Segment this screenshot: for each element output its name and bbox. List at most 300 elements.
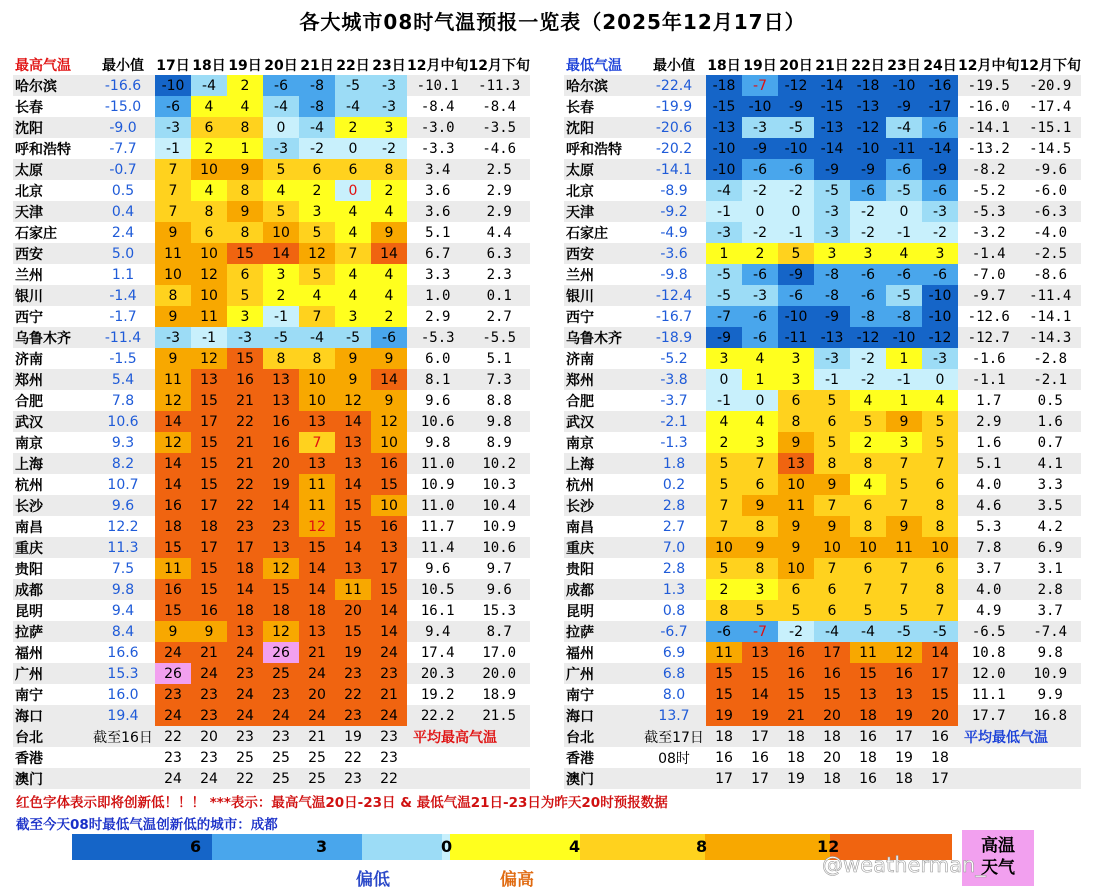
- record-min-value: 0.8: [642, 600, 706, 621]
- temp-cell: -2: [778, 621, 814, 642]
- temp-cell: 15: [227, 348, 263, 369]
- temp-cell: -4: [706, 180, 742, 201]
- mid-month-avg: 5.3: [958, 516, 1019, 537]
- temp-cell: 21: [371, 684, 407, 705]
- record-min-value: -3.8: [642, 369, 706, 390]
- late-month-avg: 8.9: [468, 432, 529, 453]
- temp-cell: -10: [706, 159, 742, 180]
- mid-month-avg: -1.6: [958, 348, 1019, 369]
- temp-cell: 3: [706, 348, 742, 369]
- city-name: 银川: [564, 285, 642, 306]
- temp-cell: -6: [742, 327, 778, 348]
- mid-month-avg: 7.8: [958, 537, 1019, 558]
- table-row: [13, 264, 530, 285]
- temp-cell: 8: [778, 411, 814, 432]
- city-name: 南昌: [13, 516, 91, 537]
- mid-month-avg: -8.2: [958, 159, 1019, 180]
- temp-cell: 14: [371, 600, 407, 621]
- city-name: 福州: [564, 642, 642, 663]
- temp-cell: 8: [227, 222, 263, 243]
- temp-cell: 19: [742, 705, 778, 726]
- temp-cell: 16: [263, 432, 299, 453]
- city-name: 郑州: [13, 369, 91, 390]
- temp-cell: -5: [335, 327, 371, 348]
- temp-cell: 11: [335, 579, 371, 600]
- temp-cell: 1: [227, 138, 263, 159]
- temp-cell: 12: [299, 243, 335, 264]
- temp-cell: 3: [335, 306, 371, 327]
- temp-cell: 13: [335, 453, 371, 474]
- temp-cell: -1: [886, 222, 922, 243]
- temp-cell: -3: [814, 222, 850, 243]
- city-name: 台北: [13, 726, 91, 747]
- table-row: [564, 579, 1081, 600]
- temp-cell: 0: [778, 201, 814, 222]
- late-month-avg: -9.6: [1019, 159, 1080, 180]
- record-min-value: 9.8: [91, 579, 155, 600]
- temp-cell: 15: [191, 474, 227, 495]
- temp-cell: 14: [263, 243, 299, 264]
- legend-seg-cold-0: [362, 834, 442, 860]
- temp-cell-plain: 18: [814, 768, 850, 789]
- temp-cell: 13: [850, 684, 886, 705]
- table-row: [13, 600, 530, 621]
- temp-cell: -9: [922, 159, 958, 180]
- mid-month-avg: 3.6: [407, 201, 468, 222]
- table-row: [564, 663, 1081, 684]
- temp-cell: -1: [706, 201, 742, 222]
- temp-cell: -1: [263, 306, 299, 327]
- temp-cell: 3: [371, 117, 407, 138]
- mid-month-avg: 1.0: [407, 285, 468, 306]
- temp-cell: -8: [299, 75, 335, 96]
- temp-cell: 4: [850, 474, 886, 495]
- record-min-value: 9.3: [91, 432, 155, 453]
- temp-cell: 10: [371, 432, 407, 453]
- mid-month-avg: -10.1: [407, 75, 468, 96]
- temp-cell: 6: [922, 558, 958, 579]
- temp-cell: -1: [155, 138, 191, 159]
- mid-month-avg: -3.0: [407, 117, 468, 138]
- temp-cell: 11: [155, 369, 191, 390]
- temp-cell: -1: [706, 390, 742, 411]
- temp-cell: 1: [886, 348, 922, 369]
- temp-cell: 12: [299, 516, 335, 537]
- record-min-value: -4.9: [642, 222, 706, 243]
- table-row: [564, 684, 1081, 705]
- temp-cell: -6: [886, 159, 922, 180]
- record-min-value: -8.9: [642, 180, 706, 201]
- record-min-value: -1.4: [91, 285, 155, 306]
- temp-cell: -6: [706, 621, 742, 642]
- record-min-value: -22.4: [642, 75, 706, 96]
- temp-cell: 15: [227, 243, 263, 264]
- record-min-value: 2.4: [91, 222, 155, 243]
- temp-cell: 15: [191, 579, 227, 600]
- record-min-value: 2.8: [642, 495, 706, 516]
- temp-cell: 14: [299, 579, 335, 600]
- red-font-note: 红色字体表示即将创新低！！！ ***表示：最高气温20日-23日 & 最低气温21日-23日为昨天20时预报数据: [16, 795, 668, 811]
- temp-cell: -10: [706, 138, 742, 159]
- temp-cell-plain: 18: [706, 726, 742, 747]
- temp-cell: -12: [850, 117, 886, 138]
- temp-cell: 15: [850, 663, 886, 684]
- temp-cell: 3: [263, 264, 299, 285]
- mid-month-avg: 19.2: [407, 684, 468, 705]
- temp-cell: 8: [155, 285, 191, 306]
- temp-cell: -2: [850, 369, 886, 390]
- late-month-avg: -11.4: [1019, 285, 1080, 306]
- city-name: 杭州: [13, 474, 91, 495]
- temp-cell: -6: [850, 285, 886, 306]
- temp-cell: 7: [922, 600, 958, 621]
- table-row: [13, 621, 530, 642]
- record-min-value: 9.6: [91, 495, 155, 516]
- temp-cell: 3: [742, 579, 778, 600]
- temp-cell: -5: [814, 180, 850, 201]
- temp-cell: 12: [335, 390, 371, 411]
- temp-cell: -17: [922, 96, 958, 117]
- legend-seg-warm-4: [580, 834, 708, 860]
- late-month-avg: 10.3: [468, 474, 529, 495]
- temp-cell: 9: [227, 159, 263, 180]
- late-month-avg: 17.0: [468, 642, 529, 663]
- legend-hot-label-1: 高温: [981, 836, 1015, 856]
- city-name: 石家庄: [564, 222, 642, 243]
- temp-cell: 13: [263, 537, 299, 558]
- temp-cell: 2: [263, 285, 299, 306]
- temp-cell: 15: [299, 537, 335, 558]
- temp-cell: 13: [371, 537, 407, 558]
- temp-cell: 26: [263, 642, 299, 663]
- late-month-avg: 2.8: [1019, 579, 1080, 600]
- column-header: 24日: [923, 57, 957, 74]
- temp-cell: 5: [706, 474, 742, 495]
- extra-row: [564, 768, 1081, 789]
- table-row: [564, 411, 1081, 432]
- record-min-value: 10.6: [91, 411, 155, 432]
- city-name: 香港: [564, 747, 642, 768]
- temp-cell: 24: [299, 663, 335, 684]
- mid-month-avg: -16.0: [958, 96, 1019, 117]
- temp-cell: 2: [371, 180, 407, 201]
- temp-cell: 14: [335, 537, 371, 558]
- record-min-value: 11.3: [91, 537, 155, 558]
- temp-cell: 3: [778, 348, 814, 369]
- temp-cell: 2: [850, 432, 886, 453]
- city-name: 澳门: [13, 768, 91, 789]
- record-min-value: -3.6: [642, 243, 706, 264]
- table-row: [13, 75, 530, 96]
- temp-cell: 14: [299, 558, 335, 579]
- temp-cell-plain: 16: [742, 747, 778, 768]
- record-min-value: -1.3: [642, 432, 706, 453]
- anomaly-color-legend: [72, 834, 952, 860]
- late-month-avg: -2.5: [1019, 243, 1080, 264]
- temp-cell: 0: [886, 201, 922, 222]
- temp-cell: -8: [814, 285, 850, 306]
- temp-cell: 4: [335, 222, 371, 243]
- temp-cell: 11: [706, 642, 742, 663]
- record-min-value: -5.2: [642, 348, 706, 369]
- temp-cell: 16: [814, 663, 850, 684]
- record-min-value: 7.8: [91, 390, 155, 411]
- temp-cell: 15: [371, 474, 407, 495]
- temp-cell-plain: 16: [922, 726, 958, 747]
- temp-cell-plain: 16: [706, 747, 742, 768]
- temp-cell: 9: [814, 516, 850, 537]
- temp-cell-plain: 16: [850, 726, 886, 747]
- high-temp-table: [13, 54, 530, 789]
- temp-cell-plain: 25: [227, 747, 263, 768]
- temp-cell: -4: [299, 117, 335, 138]
- temp-cell: 0: [922, 369, 958, 390]
- city-name: 南宁: [564, 684, 642, 705]
- late-month-avg: 1.6: [1019, 411, 1080, 432]
- temp-cell: -6: [263, 75, 299, 96]
- temp-cell: 0: [263, 117, 299, 138]
- temp-cell: 2: [371, 306, 407, 327]
- temp-cell: -6: [886, 264, 922, 285]
- temp-cell: 15: [335, 495, 371, 516]
- temp-cell: 6: [850, 495, 886, 516]
- mid-month-avg: -5.3: [407, 327, 468, 348]
- mid-month-avg: 11.0: [407, 495, 468, 516]
- mid-month-avg: 9.6: [407, 558, 468, 579]
- city-name: 天津: [13, 201, 91, 222]
- table-row: [564, 306, 1081, 327]
- temp-cell: -10: [778, 138, 814, 159]
- table-row: [13, 222, 530, 243]
- temp-cell-plain: 17: [886, 726, 922, 747]
- table-row: [564, 75, 1081, 96]
- late-month-avg: 18.9: [468, 684, 529, 705]
- mid-month-avg: 3.7: [958, 558, 1019, 579]
- temp-cell: 6: [778, 390, 814, 411]
- temp-cell: 7: [814, 495, 850, 516]
- temp-cell: 5: [778, 600, 814, 621]
- average-temp-note: [407, 768, 530, 789]
- temp-cell: 0: [335, 138, 371, 159]
- temp-cell: 16: [371, 516, 407, 537]
- temp-cell-plain: 18: [778, 747, 814, 768]
- column-header: 12月中旬: [407, 57, 469, 74]
- temp-cell: -2: [850, 348, 886, 369]
- temp-cell: -2: [850, 201, 886, 222]
- column-header: 最高气温: [15, 57, 71, 74]
- temp-cell: 23: [335, 705, 371, 726]
- record-min-value: -3.7: [642, 390, 706, 411]
- temp-cell: 5: [814, 390, 850, 411]
- temp-cell: 3: [299, 201, 335, 222]
- city-name: 台北: [564, 726, 642, 747]
- temp-cell: 10: [778, 474, 814, 495]
- temp-cell: 7: [886, 558, 922, 579]
- temp-cell: 8: [814, 453, 850, 474]
- temp-cell: 21: [299, 642, 335, 663]
- temp-cell: 6: [742, 474, 778, 495]
- temp-cell: 7: [922, 453, 958, 474]
- late-month-avg: 4.1: [1019, 453, 1080, 474]
- temp-cell: 4: [371, 285, 407, 306]
- temp-cell: -7: [742, 621, 778, 642]
- temp-cell: 6: [922, 474, 958, 495]
- temp-cell: 7: [886, 495, 922, 516]
- record-min-value: -19.9: [642, 96, 706, 117]
- temp-cell: 9: [227, 201, 263, 222]
- temp-cell: 19: [335, 642, 371, 663]
- table-row: [13, 663, 530, 684]
- temp-cell: 4: [922, 390, 958, 411]
- temp-cell: 14: [263, 495, 299, 516]
- temp-cell: -4: [299, 327, 335, 348]
- temp-cell: 7: [706, 495, 742, 516]
- temp-cell: -10: [886, 327, 922, 348]
- temp-cell: 13: [886, 684, 922, 705]
- record-min-value: 0.4: [91, 201, 155, 222]
- temp-cell: -12: [850, 327, 886, 348]
- temp-cell: 4: [742, 348, 778, 369]
- table-row: [564, 243, 1081, 264]
- temp-cell: 5: [922, 411, 958, 432]
- data-cutoff-note: 08时: [642, 747, 706, 768]
- temp-cell: 6: [778, 579, 814, 600]
- mid-month-avg: -5.2: [958, 180, 1019, 201]
- table-row: [13, 474, 530, 495]
- temp-cell: 14: [335, 474, 371, 495]
- temp-cell: -18: [850, 75, 886, 96]
- late-month-avg: 9.9: [1019, 684, 1080, 705]
- late-month-avg: 4.2: [1019, 516, 1080, 537]
- record-min-value: -20.2: [642, 138, 706, 159]
- temp-cell: 10: [706, 537, 742, 558]
- temp-cell: 8: [922, 579, 958, 600]
- temp-cell: 9: [335, 369, 371, 390]
- temp-cell-plain: 23: [227, 726, 263, 747]
- temp-cell: 16: [778, 663, 814, 684]
- temp-cell: 20: [814, 705, 850, 726]
- column-header: 18日: [707, 57, 741, 74]
- mid-month-avg: -1.1: [958, 369, 1019, 390]
- city-name: 海口: [564, 705, 642, 726]
- city-name: 银川: [13, 285, 91, 306]
- late-month-avg: 4.4: [468, 222, 529, 243]
- late-month-avg: 10.9: [468, 516, 529, 537]
- temp-cell: 7: [155, 201, 191, 222]
- record-min-value: 8.2: [91, 453, 155, 474]
- temp-cell-plain: 21: [299, 726, 335, 747]
- table-row: [13, 117, 530, 138]
- city-name: 哈尔滨: [13, 75, 91, 96]
- mid-month-avg: 10.9: [407, 474, 468, 495]
- city-name: 郑州: [564, 369, 642, 390]
- temp-cell: 26: [155, 663, 191, 684]
- column-header: 20日: [264, 57, 298, 74]
- temp-cell: -5: [706, 285, 742, 306]
- temp-cell: 18: [155, 516, 191, 537]
- late-month-avg: 10.4: [468, 495, 529, 516]
- late-month-avg: -14.1: [1019, 306, 1080, 327]
- temp-cell: -6: [922, 264, 958, 285]
- data-cutoff-note: [642, 768, 706, 789]
- temp-cell: -3: [814, 348, 850, 369]
- late-month-avg: 9.7: [468, 558, 529, 579]
- temp-cell-plain: 25: [299, 768, 335, 789]
- column-header: 23日: [887, 57, 921, 74]
- temp-cell: 5: [778, 243, 814, 264]
- table-row: [564, 117, 1081, 138]
- city-name: 上海: [13, 453, 91, 474]
- city-name: 兰州: [13, 264, 91, 285]
- table-row: [13, 390, 530, 411]
- mid-month-avg: 6.0: [407, 348, 468, 369]
- temp-cell: 5: [299, 264, 335, 285]
- temp-cell: 14: [227, 579, 263, 600]
- city-name: 合肥: [564, 390, 642, 411]
- city-name: 呼和浩特: [564, 138, 642, 159]
- city-name: 昆明: [564, 600, 642, 621]
- table-row: [13, 159, 530, 180]
- temp-cell-plain: 18: [778, 726, 814, 747]
- temp-cell: 12: [263, 558, 299, 579]
- late-month-avg: 2.9: [468, 180, 529, 201]
- mid-month-avg: 3.3: [407, 264, 468, 285]
- header-row: [13, 54, 530, 75]
- table-row: [13, 306, 530, 327]
- table-row: [564, 264, 1081, 285]
- temp-cell: 20: [335, 600, 371, 621]
- temp-cell: -3: [742, 285, 778, 306]
- temp-cell: -13: [850, 96, 886, 117]
- temp-cell: 13: [263, 369, 299, 390]
- temp-cell: 9: [742, 537, 778, 558]
- temp-cell: 2: [706, 432, 742, 453]
- temp-cell: 8: [227, 180, 263, 201]
- temp-cell: 5: [886, 600, 922, 621]
- temp-cell: 3: [850, 243, 886, 264]
- late-month-avg: 0.5: [1019, 390, 1080, 411]
- table-row: [564, 453, 1081, 474]
- temp-cell: 22: [227, 411, 263, 432]
- late-month-avg: 3.5: [1019, 495, 1080, 516]
- late-month-avg: -11.3: [468, 75, 529, 96]
- data-cutoff-note: [91, 747, 155, 768]
- temp-cell: 21: [227, 453, 263, 474]
- table-row: [564, 558, 1081, 579]
- temp-cell-plain: 22: [335, 747, 371, 768]
- temp-cell: 19: [263, 474, 299, 495]
- table-row: [564, 180, 1081, 201]
- temp-cell-plain: 23: [335, 768, 371, 789]
- city-name: 西宁: [564, 306, 642, 327]
- temp-cell-plain: 23: [263, 726, 299, 747]
- late-month-avg: -4.0: [1019, 222, 1080, 243]
- temp-cell: 3: [922, 243, 958, 264]
- temp-cell: 6: [850, 558, 886, 579]
- legend-seg-warm-8: [705, 834, 830, 860]
- temp-cell: 21: [227, 432, 263, 453]
- temp-cell: 9: [191, 621, 227, 642]
- temp-cell-plain: 18: [814, 726, 850, 747]
- column-header: 18日: [192, 57, 226, 74]
- table-row: [13, 138, 530, 159]
- city-name: 杭州: [564, 474, 642, 495]
- temp-cell: 2: [706, 579, 742, 600]
- mid-month-avg: 16.1: [407, 600, 468, 621]
- temp-cell: 23: [191, 705, 227, 726]
- temp-cell: 8: [922, 495, 958, 516]
- temp-cell: 10: [850, 537, 886, 558]
